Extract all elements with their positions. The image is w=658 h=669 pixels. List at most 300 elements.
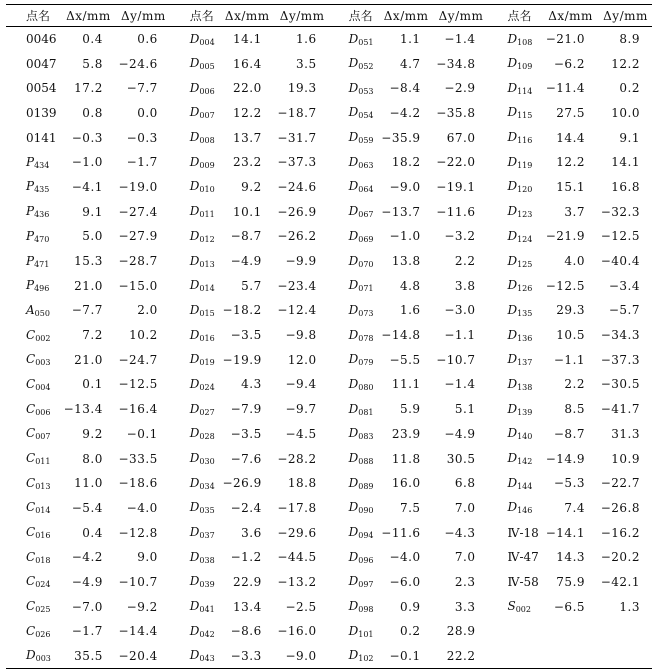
point-number: 043 [199, 654, 215, 664]
point-letter: D [507, 302, 518, 317]
dx-cell: −1.0 [71, 155, 103, 170]
point-letter: C [26, 525, 36, 540]
point-number: 025 [35, 605, 51, 615]
point-name-cell [487, 372, 542, 397]
point-letter: C [26, 623, 36, 638]
point-number: 434 [34, 160, 50, 170]
dy-cell: 12.0 [287, 352, 317, 367]
dy-cell: −9.9 [285, 254, 317, 269]
point-number: 011 [199, 210, 215, 220]
header-point-4: 点名 [507, 9, 532, 23]
dy-cell: −1.4 [444, 377, 476, 392]
point-letter: C [26, 451, 36, 466]
point-name-cell [6, 101, 60, 126]
point-letter: P [26, 228, 35, 243]
dy-cell: 0.0 [137, 105, 158, 120]
dy-cell: 12.2 [611, 56, 640, 71]
point-name-cell [6, 422, 60, 447]
point-name-cell [6, 644, 60, 669]
point-letter: D [348, 204, 359, 219]
point-name-cell [170, 644, 219, 669]
point-number: 471 [34, 259, 50, 269]
point-number: 016 [199, 333, 215, 343]
point-name-cell [6, 273, 60, 298]
dy-cell: −35.8 [436, 105, 476, 120]
point-number: 073 [358, 308, 374, 318]
point-name-cell [170, 520, 219, 545]
dy-cell: −33.5 [118, 451, 158, 466]
point-letter: D [507, 179, 518, 194]
point-letter: D [348, 179, 359, 194]
point-number: 050 [34, 308, 50, 318]
point-letter: C [26, 376, 36, 391]
dy-cell: 28.9 [446, 624, 476, 639]
dx-cell: 16.0 [391, 476, 421, 491]
dy-cell: −16.2 [600, 525, 640, 540]
dx-cell: −3.3 [230, 648, 262, 663]
point-name-cell [6, 27, 60, 52]
point-name-cell [6, 51, 60, 76]
point-letter: D [348, 154, 359, 169]
dx-cell: 11.1 [391, 377, 421, 392]
point-name-cell [329, 471, 378, 496]
dy-cell: 7.0 [454, 500, 476, 515]
dx-cell: 14.4 [556, 130, 586, 145]
table-body [6, 27, 652, 669]
point-name-cell [487, 520, 542, 545]
dx-cell: −7.0 [71, 599, 103, 614]
table-row [6, 323, 652, 348]
point-name-cell [329, 397, 378, 422]
dx-cell: −3.5 [230, 426, 262, 441]
point-number: 067 [358, 210, 374, 220]
point-number: 012 [199, 234, 215, 244]
point-number: 013 [35, 481, 51, 491]
point-number: 098 [358, 605, 374, 615]
dy-cell: −4.9 [444, 426, 476, 441]
point-number: 470 [34, 234, 50, 244]
dy-cell: −20.2 [600, 550, 640, 565]
point-number: 009 [199, 160, 215, 170]
dx-cell: −8.4 [389, 81, 421, 96]
point-letter: D [189, 80, 200, 95]
dy-cell: 0.2 [619, 81, 640, 96]
dy-cell: 10.2 [129, 328, 158, 343]
point-name-cell [329, 101, 378, 126]
point-name-cell [170, 570, 219, 595]
point-name-cell [329, 175, 378, 200]
point-name-cell [487, 594, 542, 619]
point-number: 018 [35, 555, 51, 565]
dx-cell: −4.0 [389, 550, 421, 565]
dy-cell: 2.2 [454, 254, 476, 269]
dx-cell: 14.3 [556, 550, 586, 565]
dy-cell: −26.8 [600, 500, 640, 515]
dx-cell: 21.0 [74, 278, 103, 293]
dx-cell: −8.7 [230, 229, 262, 244]
header-dy-4: Δy/mm [603, 8, 648, 23]
dx-cell: 13.4 [233, 599, 262, 614]
point-name-cell [329, 273, 378, 298]
point-letter: D [507, 253, 518, 268]
dy-cell: −12.5 [600, 229, 640, 244]
point-name-cell [6, 150, 60, 175]
dx-cell: 5.7 [241, 278, 262, 293]
dx-cell: 9.2 [82, 426, 103, 441]
point-name-cell [329, 51, 378, 76]
point-number: 436 [34, 210, 50, 220]
dy-cell: −7.7 [126, 81, 158, 96]
table-row [6, 27, 652, 52]
point-number: 126 [517, 284, 533, 294]
point-letter: D [189, 500, 200, 515]
point-letter: D [189, 376, 200, 391]
dy-cell: 2.3 [454, 574, 476, 589]
point-number: 097 [358, 580, 374, 590]
point-name-cell [487, 471, 542, 496]
point-number: 038 [199, 555, 215, 565]
dy-cell: 9.1 [619, 130, 640, 145]
dy-cell: −3.4 [608, 278, 640, 293]
point-name-cell [487, 570, 542, 595]
point-number: 142 [517, 457, 533, 467]
dx-cell: 1.6 [399, 303, 421, 318]
point-name-cell [329, 520, 378, 545]
point-letter: D [348, 426, 359, 441]
dy-cell: −26.9 [277, 204, 317, 219]
point-letter: D [507, 80, 518, 95]
point-letter: D [507, 154, 518, 169]
point-number: 008 [199, 136, 215, 146]
point-letter: D [189, 302, 200, 317]
point-letter: C [26, 475, 36, 490]
dy-cell: −22.0 [436, 155, 476, 170]
point-number: 015 [199, 308, 215, 318]
table-row [6, 619, 652, 644]
point-letter: D [507, 327, 518, 342]
point-name-cell [329, 594, 378, 619]
point-name-cell [329, 570, 378, 595]
dy-cell: −41.7 [600, 402, 640, 417]
dx-cell: −4.9 [230, 254, 262, 269]
dx-cell: 4.0 [564, 254, 586, 269]
dy-cell: −32.3 [600, 204, 640, 219]
point-name-cell [487, 224, 542, 249]
point-name-cell [170, 298, 219, 323]
point-name-cell [170, 175, 219, 200]
point-letter: D [507, 130, 518, 145]
dx-cell: 29.3 [556, 303, 586, 318]
dy-cell: −1.4 [444, 32, 476, 47]
dy-cell: −23.4 [277, 278, 317, 293]
table-row [6, 520, 652, 545]
point-number: 042 [199, 629, 215, 639]
dx-cell: 9.1 [82, 204, 103, 219]
dy-cell: −42.1 [600, 574, 640, 589]
dy-cell: −44.5 [277, 550, 317, 565]
dx-cell: −4.2 [389, 105, 421, 120]
point-letter: D [507, 228, 518, 243]
dy-cell: 14.1 [611, 155, 640, 170]
point-name-cell [487, 101, 542, 126]
dx-cell: 18.2 [391, 155, 421, 170]
dx-cell: 9.2 [241, 179, 262, 194]
point-name-cell [6, 323, 60, 348]
dy-cell: −9.2 [126, 599, 158, 614]
dy-cell: −31.7 [277, 130, 317, 145]
table-row [6, 496, 652, 521]
dy-cell: −19.1 [436, 179, 476, 194]
point-name-cell [329, 125, 378, 150]
point-letter: P [26, 253, 35, 268]
point-number: 063 [358, 160, 374, 170]
point-number: 0054 [26, 81, 57, 96]
point-letter: D [348, 401, 359, 416]
dy-cell: −5.7 [608, 303, 640, 318]
point-number: 070 [358, 259, 374, 269]
point-number: 014 [199, 284, 215, 294]
dx-cell: −2.4 [230, 500, 262, 515]
point-name-cell [329, 644, 378, 669]
point-name-cell [329, 323, 378, 348]
dx-cell: 8.0 [82, 451, 103, 466]
dx-cell: 0.2 [399, 624, 421, 639]
dx-cell: 3.6 [241, 525, 262, 540]
point-number: 096 [358, 555, 374, 565]
point-name-cell [170, 101, 219, 126]
point-number: 078 [358, 333, 374, 343]
dx-cell: 17.2 [74, 81, 103, 96]
dx-cell: 12.2 [233, 105, 262, 120]
point-letter: D [189, 179, 200, 194]
header-point-3: 点名 [348, 9, 373, 23]
dx-cell: −6.2 [553, 56, 586, 71]
point-letter: D [348, 475, 359, 490]
point-name-cell [329, 545, 378, 570]
dx-cell: −0.1 [389, 648, 421, 663]
point-name-cell [329, 496, 378, 521]
point-letter: D [348, 253, 359, 268]
dx-cell: 21.0 [74, 352, 103, 367]
table-row [6, 594, 652, 619]
dy-cell: −4.5 [285, 426, 317, 441]
point-letter: C [26, 500, 36, 515]
point-name-cell [170, 323, 219, 348]
point-letter: D [507, 31, 518, 46]
point-number: 027 [199, 407, 215, 417]
dy-cell: 22.2 [446, 648, 476, 663]
table-row [6, 199, 652, 224]
point-letter: S [507, 599, 516, 614]
dy-cell: −3.0 [444, 303, 476, 318]
point-name-cell [6, 249, 60, 274]
dy-cell: −20.4 [118, 648, 158, 663]
point-number: 007 [35, 432, 51, 442]
table-row [6, 150, 652, 175]
point-number: 005 [199, 62, 215, 72]
dx-cell: −18.2 [222, 303, 262, 318]
dy-cell: −16.4 [118, 402, 158, 417]
point-name-cell [487, 619, 542, 644]
point-name-cell [170, 27, 219, 52]
point-number: 010 [199, 185, 215, 195]
point-number: 114 [517, 86, 533, 96]
dx-cell: −26.9 [222, 476, 262, 491]
dx-cell: −14.8 [381, 328, 421, 343]
point-letter: D [189, 278, 200, 293]
dx-cell: −8.6 [230, 624, 262, 639]
dx-cell: 4.8 [399, 278, 421, 293]
dy-cell: −12.4 [277, 303, 317, 318]
point-letter: D [507, 500, 518, 515]
table-row [6, 76, 652, 101]
dx-cell: 0.1 [82, 377, 103, 392]
dy-cell: 7.0 [454, 550, 476, 565]
point-name-cell [170, 619, 219, 644]
point-name-cell [329, 76, 378, 101]
point-name-cell [487, 249, 542, 274]
dx-cell: 23.9 [391, 426, 421, 441]
dy-cell: −0.3 [126, 130, 158, 145]
dx-cell: 4.7 [399, 56, 421, 71]
point-letter: C [26, 401, 36, 416]
dx-cell: −14.1 [545, 525, 586, 540]
dx-cell: 5.0 [82, 229, 103, 244]
point-number: 007 [199, 111, 215, 121]
point-name-cell [487, 150, 542, 175]
dy-cell: −9.7 [285, 402, 317, 417]
point-name-cell [6, 125, 60, 150]
point-letter: D [348, 599, 359, 614]
point-letter: D [189, 401, 200, 416]
dy-cell: 8.9 [619, 32, 640, 47]
point-letter: D [189, 426, 200, 441]
point-name-cell [6, 545, 60, 570]
dy-cell [597, 644, 652, 669]
point-number: 028 [199, 432, 215, 442]
point-number: 116 [517, 136, 533, 146]
point-name-cell [170, 51, 219, 76]
point-name-cell [170, 76, 219, 101]
dx-cell: −13.7 [381, 204, 421, 219]
point-letter: D [189, 130, 200, 145]
table-row [6, 101, 652, 126]
point-name-cell [329, 446, 378, 471]
point-name-cell [6, 372, 60, 397]
dx-cell: 22.9 [233, 574, 262, 589]
point-number: 136 [517, 333, 533, 343]
point-letter: D [189, 253, 200, 268]
point-name-cell [487, 125, 542, 150]
point-letter: C [26, 574, 36, 589]
point-letter: C [26, 352, 36, 367]
dy-cell: −14.4 [118, 624, 158, 639]
point-letter: D [189, 475, 200, 490]
point-name-cell [487, 175, 542, 200]
dy-cell: −27.4 [118, 204, 158, 219]
point-letter: D [507, 401, 518, 416]
dx-cell: −35.9 [381, 130, 421, 145]
point-number: 109 [517, 62, 533, 72]
dy-cell: −18.7 [277, 105, 317, 120]
point-name-cell [170, 471, 219, 496]
point-letter: D [26, 648, 36, 663]
point-number: 024 [35, 580, 51, 590]
point-name-cell [487, 298, 542, 323]
table-row [6, 125, 652, 150]
point-number: 0139 [26, 105, 57, 120]
point-letter: D [348, 500, 359, 515]
dx-cell: 27.5 [556, 105, 586, 120]
point-number: 089 [358, 481, 374, 491]
dy-cell: 3.3 [454, 599, 476, 614]
dy-cell: 2.0 [137, 303, 158, 318]
point-letter: D [189, 228, 200, 243]
point-name-cell [487, 446, 542, 471]
point-number: 0046 [26, 32, 57, 47]
dy-cell: −10.7 [436, 352, 476, 367]
table-row [6, 175, 652, 200]
dy-cell: −26.2 [277, 229, 317, 244]
point-name-cell [487, 644, 542, 669]
dy-cell: −4.0 [126, 500, 158, 515]
point-name-cell [487, 496, 542, 521]
dx-cell: −5.5 [389, 352, 421, 367]
point-name-cell [329, 422, 378, 447]
point-name-cell [6, 224, 60, 249]
header-dx-1: Δx/mm [66, 8, 111, 23]
dy-cell: −37.3 [600, 352, 640, 367]
dx-cell: 11.0 [74, 476, 103, 491]
dx-cell: 5.9 [399, 402, 421, 417]
dy-cell: −19.0 [118, 179, 158, 194]
point-letter: D [507, 451, 518, 466]
table-row [6, 249, 652, 274]
dy-cell: 6.8 [454, 476, 476, 491]
table-row [6, 471, 652, 496]
point-letter: C [26, 549, 36, 564]
header-point-1: 点名 [26, 9, 51, 23]
dx-cell: −1.2 [230, 550, 262, 565]
point-number: 002 [35, 333, 51, 343]
point-letter: D [189, 648, 200, 663]
point-name-cell [487, 545, 542, 570]
point-name-cell [6, 496, 60, 521]
point-letter: D [189, 525, 200, 540]
dy-cell: −9.4 [285, 377, 317, 392]
point-name-cell [329, 150, 378, 175]
point-name-cell [487, 51, 542, 76]
point-letter: D [189, 204, 200, 219]
dy-cell: 9.0 [137, 550, 158, 565]
point-number: 0141 [26, 130, 57, 145]
point-letter: D [348, 648, 359, 663]
point-number: 059 [358, 136, 374, 146]
point-number: 030 [199, 457, 215, 467]
point-letter: D [348, 451, 359, 466]
point-number: 016 [35, 531, 51, 541]
point-name-cell [329, 249, 378, 274]
point-number: 039 [199, 580, 215, 590]
point-name-cell [329, 347, 378, 372]
point-name-cell [329, 199, 378, 224]
dy-cell [597, 619, 652, 644]
dy-cell: −12.8 [118, 525, 158, 540]
dy-cell: 67.0 [446, 130, 476, 145]
point-name-cell [6, 471, 60, 496]
dy-cell: 30.5 [446, 451, 476, 466]
dy-cell: −29.6 [277, 525, 317, 540]
